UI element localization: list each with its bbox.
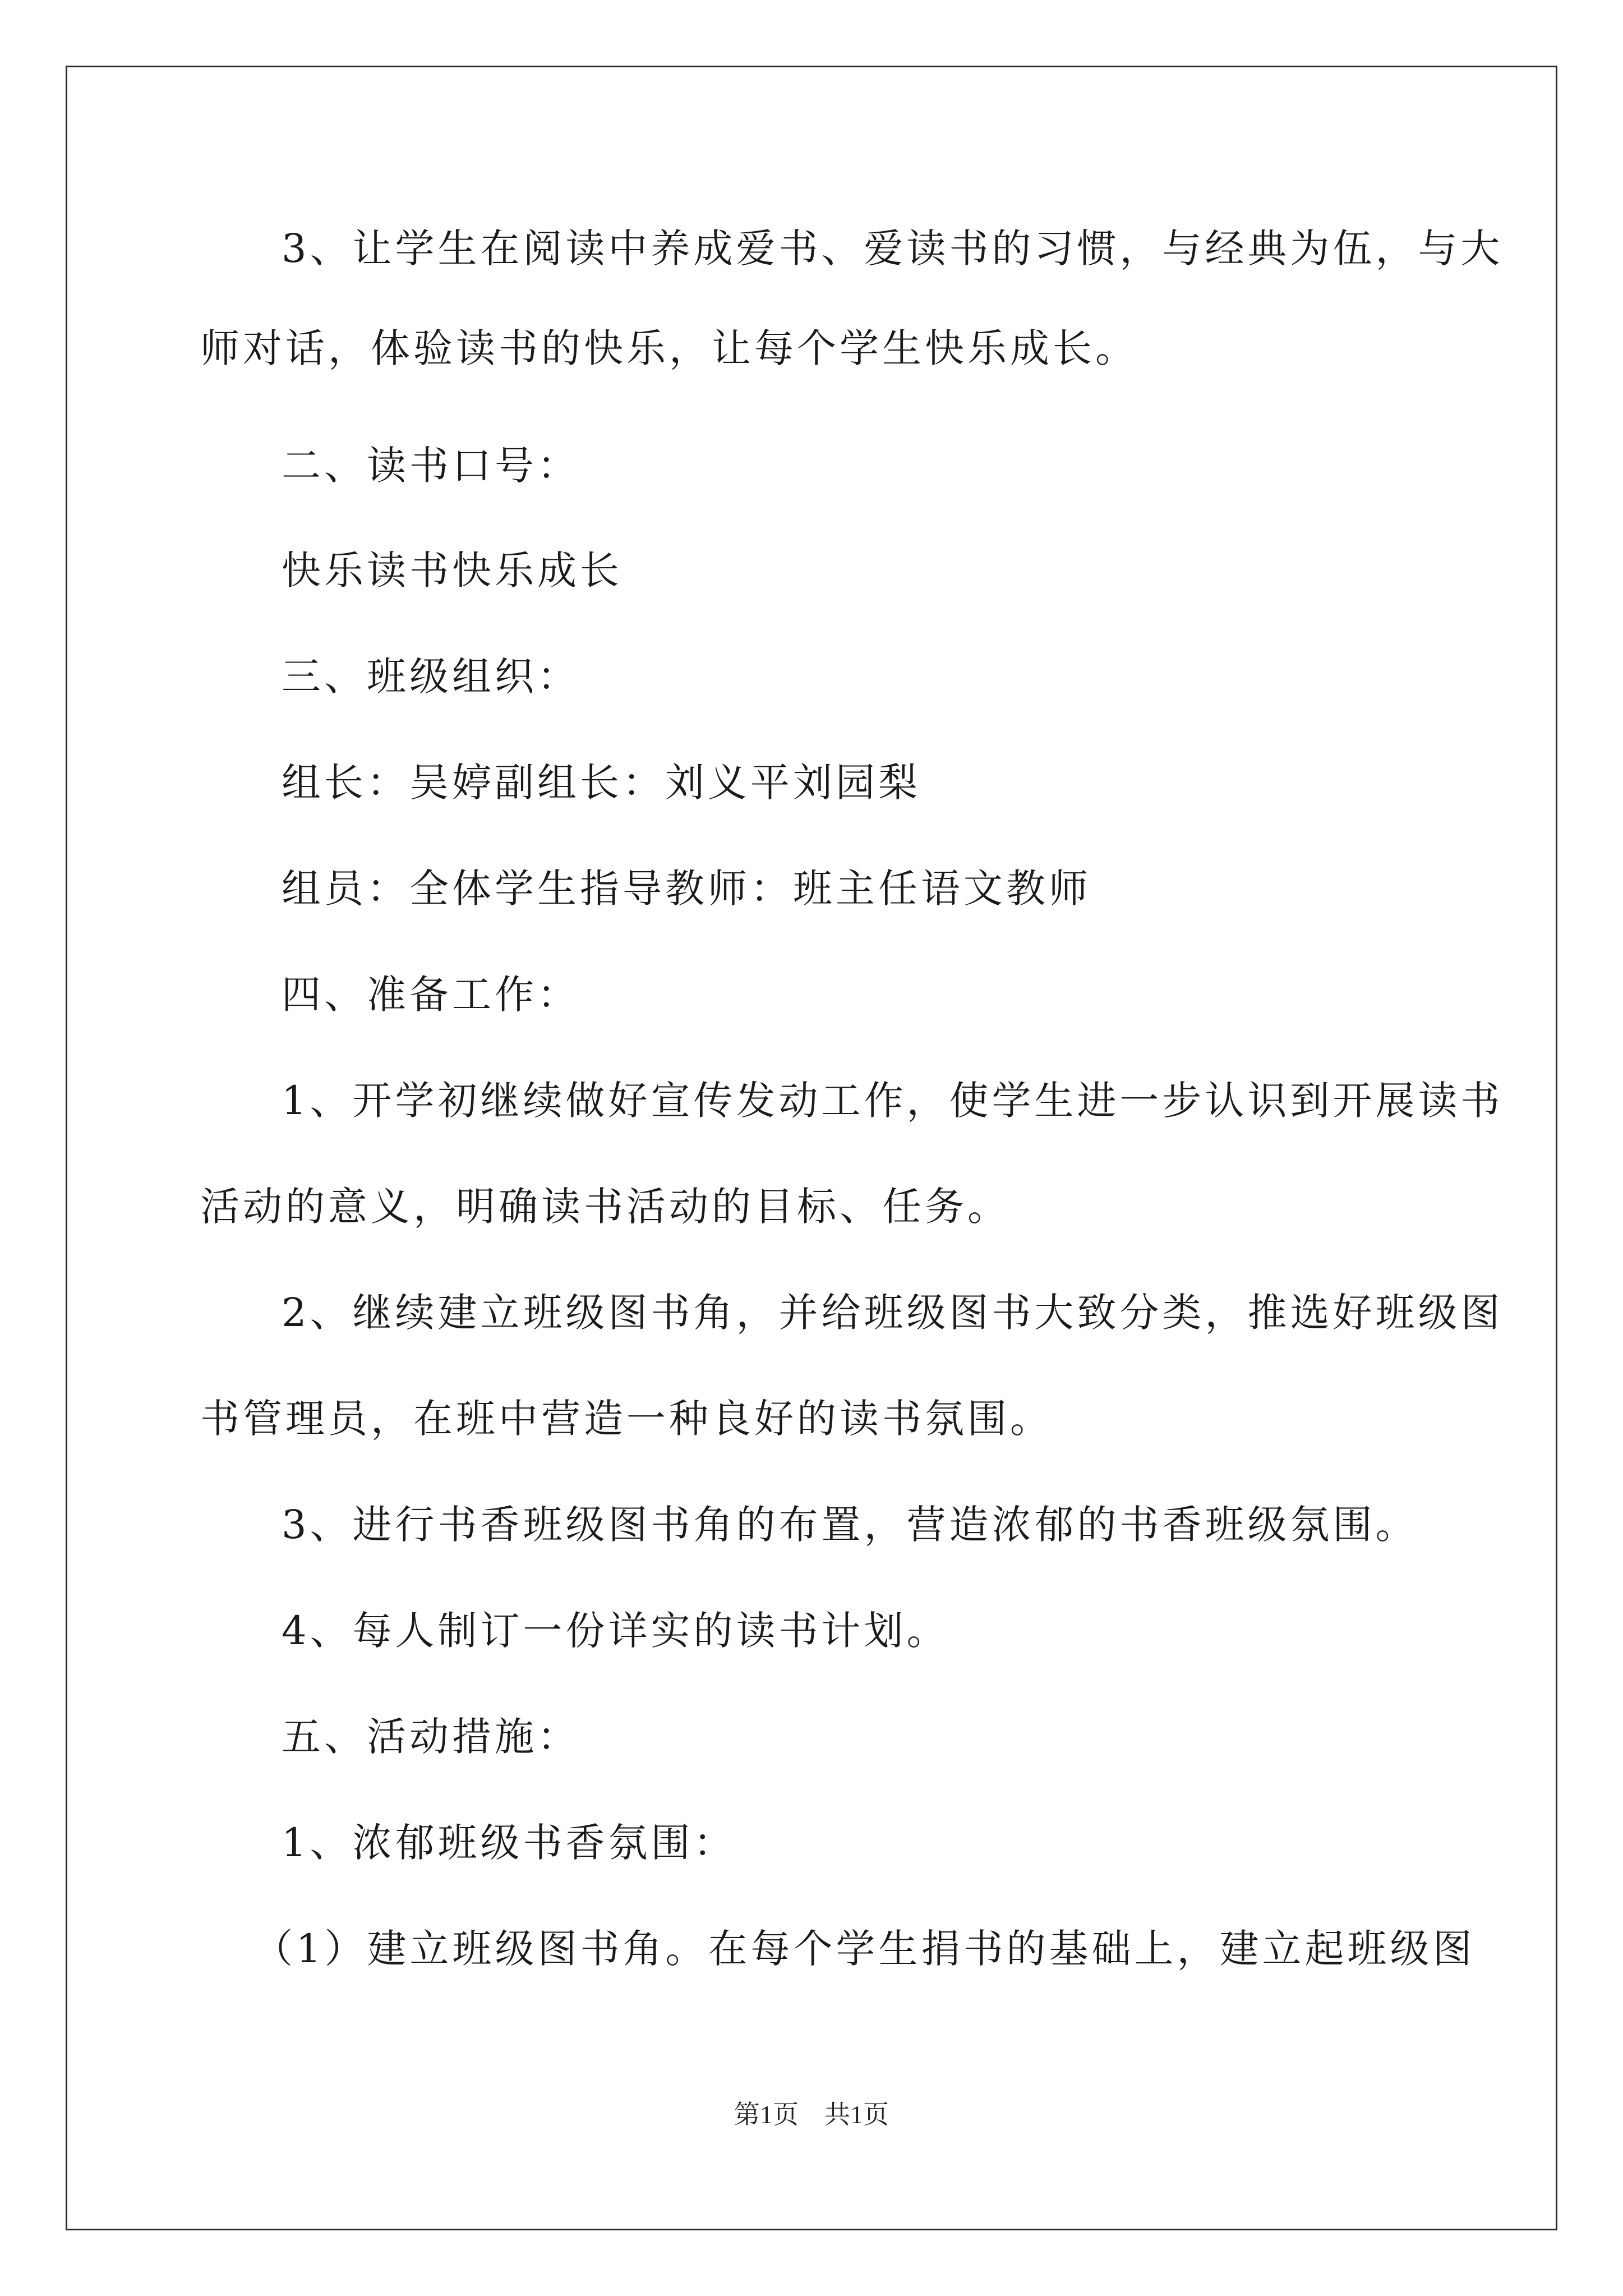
- section-heading: 三、班级组织：: [282, 654, 580, 700]
- paragraph-line: 1、开学初继续做好宣传发动工作，使学生进一步认识到开展读书: [282, 1078, 1504, 1124]
- paragraph-line: 3、让学生在阅读中养成爱书、爱读书的习惯，与经典为伍，与大: [282, 226, 1504, 272]
- paragraph-line: 活动的意义，明确读书活动的目标、任务。: [200, 1184, 1010, 1230]
- paragraph-line: 师对话，体验读书的快乐，让每个学生快乐成长。: [200, 325, 1138, 371]
- section-heading: 四、准备工作：: [282, 972, 580, 1018]
- paragraph-line: 2、继续建立班级图书角，并给班级图书大致分类，推选好班级图: [282, 1290, 1504, 1336]
- paragraph-line: 组员：全体学生指导教师：班主任语文教师: [282, 866, 1091, 912]
- page-border: [66, 66, 1557, 2230]
- paragraph-line: 1、浓郁班级书香氛围：: [282, 1820, 736, 1866]
- section-heading: 二、读书口号：: [282, 443, 580, 489]
- paragraph-line: 组长：吴婷副组长：刘义平刘园梨: [282, 760, 921, 806]
- paragraph-line: 快乐读书快乐成长: [282, 547, 623, 593]
- page-number: 第1页 共1页: [734, 2100, 889, 2129]
- section-heading: 五、活动措施：: [282, 1714, 580, 1760]
- paragraph-line: 4、每人制订一份详实的读书计划。: [282, 1608, 949, 1654]
- paragraph-line: 书管理员，在班中营造一种良好的读书氛围。: [200, 1396, 1053, 1442]
- paragraph-line: 3、进行书香班级图书角的布置，营造浓郁的书香班级氛围。: [282, 1502, 1418, 1548]
- paragraph-line: （1）建立班级图书角。在每个学生捐书的基础上，建立起班级图: [253, 1926, 1476, 1972]
